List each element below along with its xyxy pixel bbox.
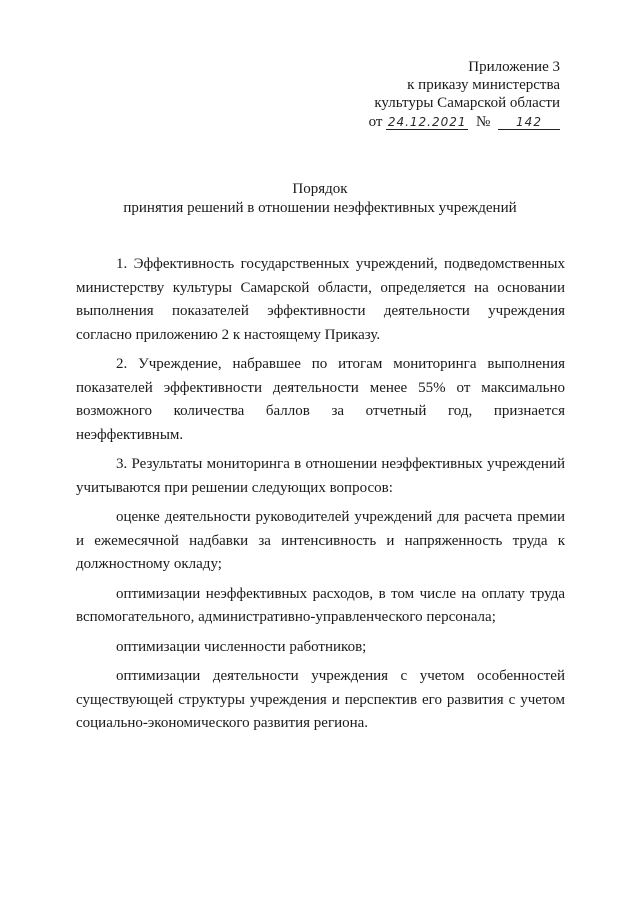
paragraph-1: 1. Эффективность государственных учреждений, подведомственных министерству культуры Самарской области, определяется на основании выполнения показателей эффективности деятельности учреждения согласно приложению 2 к настоящему Приказу. xyxy=(76,256,565,343)
handwritten-date: 24.12.2021 xyxy=(387,115,467,129)
list-item-evaluation: оценке деятельности руководителей учреждений для расчета премии и ежемесячной надбавки за интенсивность и напряженность труда к должностному окладу; xyxy=(76,509,565,572)
list-item-staffing: оптимизации численности работников; xyxy=(116,638,367,655)
appendix-number: Приложение 3 xyxy=(468,59,560,75)
title-subtitle: принятия решений в отношении неэффективных учреждений xyxy=(123,200,517,216)
appendix-header xyxy=(320,58,560,131)
from-label: от xyxy=(368,114,383,130)
appendix-date-line xyxy=(320,113,560,131)
paragraph-2: 2. Учреждение, набравшее по итогам мониторинга выполнения показателей эффективности деятельности менее 55% от максимально возможного количества баллов за отчетный год, признается неэффективным. xyxy=(76,356,565,443)
appendix-order-ref: к приказу министерства xyxy=(407,77,560,93)
list-item-structure: оптимизации деятельности учреждения с учетом особенностей существующей структуры учреждения и перспектив его развития с учетом социально-экономического развития региона. xyxy=(76,668,565,731)
title-main: Порядок xyxy=(292,181,348,197)
number-sign: № xyxy=(475,114,491,130)
handwritten-number: 142 xyxy=(498,115,560,130)
paragraph-3: 3. Результаты мониторинга в отношении неэффективных учреждений учитываются при решении следующих вопросов: xyxy=(76,456,565,496)
list-item-expenses: оптимизации неэффективных расходов, в том числе на оплату труда вспомогательного, административно-управленческого персонала; xyxy=(76,585,565,625)
appendix-ministry: культуры Самарской области xyxy=(374,95,560,111)
document-title xyxy=(0,180,640,218)
document-body xyxy=(76,253,565,742)
